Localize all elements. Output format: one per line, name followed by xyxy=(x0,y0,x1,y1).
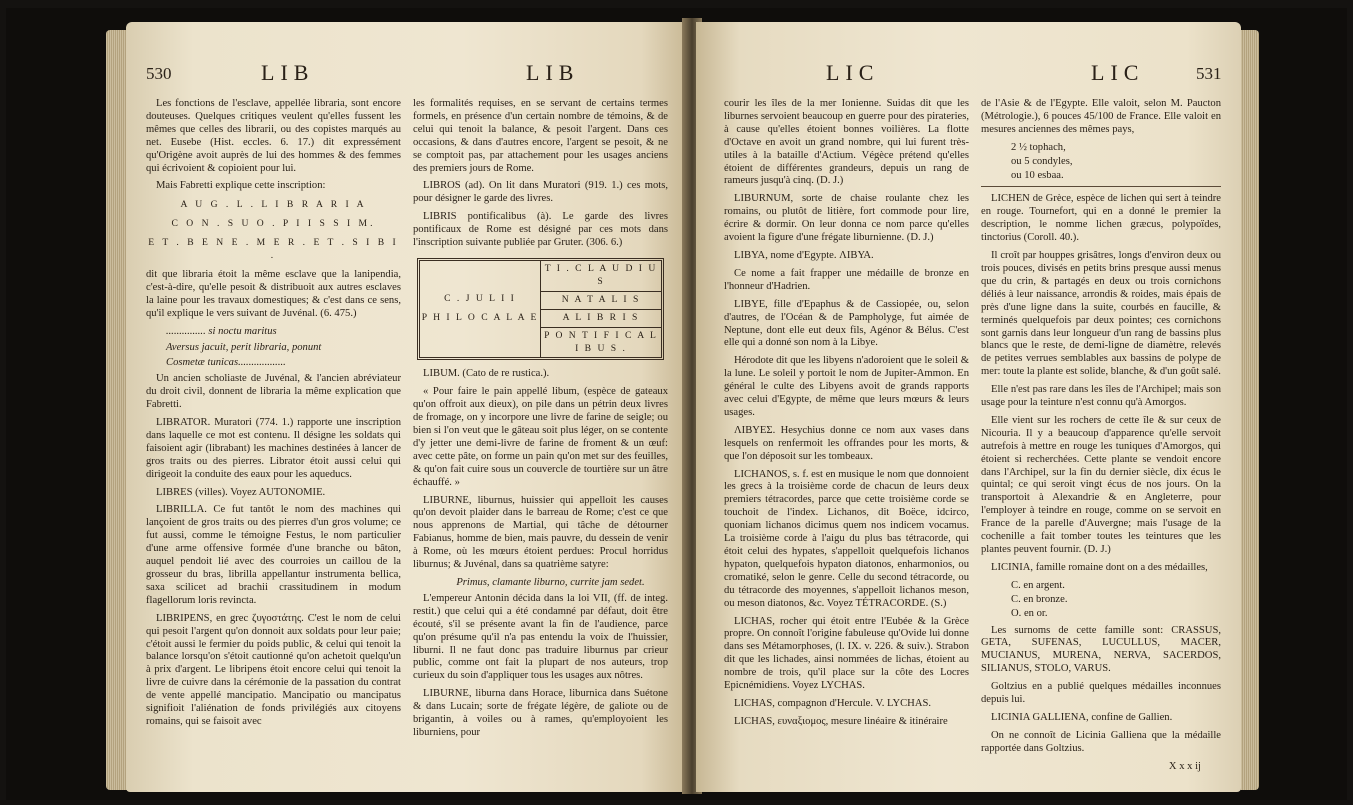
inscription-line: A U G . L . L I B R A R I A xyxy=(180,199,367,211)
verse-line: ............... si noctu maritus xyxy=(166,325,277,337)
paragraph: dit que libraria étoit la même esclave que la lanipendia, c'est-à-dire, qu'elle pesoit & distribuoit aux autres esclaves la laine pour les travaux domestiques; & c'est dans ce sens, qu'il explique le vers suivant de Juvénal. (6. 475.) xyxy=(146,268,401,319)
inscription-right xyxy=(541,261,661,357)
entry-librilla: LIBRILLA. Ce fut tantôt le nom des machines qui lançoient de gros traits ou des pierres d'un gros volume; ce fut aussi, comme le témoigne Festus, le nom particulier d'une arme offensive formée d'une branche ou bâton, auquel pendoit lié avec des courroies un caillou de la grosseur du bras, librilla appellantur instrumenta bellica, saxa scilicet ad brachii crassitudinem in modum flagellorum loris revincta. xyxy=(146,504,401,606)
entry-libyes: ΛΙΒΥΕΣ. Hesychius donne ce nom aux vases dans lesquels on renfermoit les offrandes pour les morts, & que l'on déposoit sur les tombeaux. xyxy=(724,424,969,462)
running-head: LIB xyxy=(261,60,315,85)
paragraph: de l'Asie & de l'Egypte. Elle valoit, selon M. Paucton (Métrologie.), 6 pouces 45/100 de France. Elle valoit en mesures anciennes des mêmes pays, xyxy=(981,98,1221,135)
right-column-2 xyxy=(981,98,1221,788)
inscription-line: T I . C L A U D I U S xyxy=(541,261,661,292)
entry-libripens: LIBRIPENS, en grec ζυγοστάτης. C'est le nom de celui qui pesoit l'argent qu'on donnoit aux soldats pour leur paie; c'étoit aussi le fermier du poids public, & celui qui tenoit la balance lorsqu'on s'étoit cautionné qu'on achetoit quelqu'un à prix d'argent. Le libripens étoit encore celui qui tenoit la livre de cuivre dans la cérémonie de la passation du contrat de vente appellé mancipatio. Mancipatio ou mancipatus signifioit l'aliénation de fonds privilégiés aux citoyens romains, qui se faisoit avec xyxy=(146,612,401,727)
entry-liburne-2: LIBURNE, liburna dans Horace, liburnica dans Suétone & dans Lucain; sorte de frégate légère, de galiote ou de brigantin, à voiles ou à rames, qu'employoient les liburniens, pour xyxy=(413,688,668,738)
medal-list xyxy=(1011,580,1221,621)
paragraph: Goltzius en a publié quelques médailles inconnues depuis lui. xyxy=(981,681,1221,706)
paragraph: Les surnoms de cette famille sont: CRASSUS, GETA, SUFENAS, LUCULLUS, MACER, MUCIANUS, MURENA, NERVA, SACERDOS, SILIANUS, STOLO, VARUS. xyxy=(981,624,1221,675)
paragraph: courir les îles de la mer Ionienne. Suidas dit que les liburnes servoient beaucoup en guerre pour des pirateries, à cause qu'elles étoient bonnes voilières. La flotte d'Octave en avoit un grand nombre, qui lui furent très-utiles à la bataille d'Actium. Végèce prétend qu'elles étoient de différentes grandeurs, depuis un rang de rameurs jusqu'à cinq. (D. J.) xyxy=(724,98,969,187)
entry-lichas: LICHAS, rocher qui étoit entre l'Eubée & la Grèce propre. On connoît l'origine fabuleuse qu'Ovide lui donne dans ses Métamorphoses, (l. IX. v. 226. & suiv.). Strabon dit que les lichades, ainsi nommées de lichas, étoient au nombre de trois, qu'il place sur la côte des Locres Epicnémidiens. Voyez LYCHAS. xyxy=(724,615,969,692)
verse-line: Cosmetæ tunicas.................. xyxy=(166,357,286,369)
inscription-line: A L I B R I S xyxy=(541,310,661,328)
medal-item: C. en argent. xyxy=(1011,579,1065,591)
divider xyxy=(981,186,1221,187)
paragraph: les formalités requises, en se servant de certains termes formels, en présence d'un certain nombre de témoins, & de celui qui tenoit la balance, & pesoit l'argent. Dans ces occasions, & dans d'autres encore, l'argent se pesoit, & ne se comptoit pas, par attachement pour les usages anciens des premiers jours de Rome. xyxy=(413,98,668,174)
medal-item: O. en or. xyxy=(1011,607,1048,619)
running-head: LIC xyxy=(1091,60,1145,85)
entry-liburnum: LIBURNUM, sorte de chaise roulante chez les romains, ou plutôt de litière, fort commode pour lire, écrire & dormir. On leur donna ce nom parce qu'elles avoient la figure d'une frégate liburnienne. (D. J.) xyxy=(724,193,969,244)
paragraph: Les fonctions de l'esclave, appellée libraria, sont encore douteuses. Quelques critiques veulent qu'elles fussent les mêmes que celles des librarii, ou des copistes marqués au net. Eusebe (Hist. eccles. 6. 17.) dit expressément qu'Origène avoit auprès de lui des hommes & des femmes qui écrivoient & copioient pour lui. xyxy=(146,98,401,174)
paragraph: On ne connoît de Licinia Galliena que la médaille rapportée dans Goltzius. xyxy=(981,729,1221,754)
paragraph: « Pour faire le pain appellé libum, (espèce de gateaux qu'on offroit aux dieux), on pile dans un pétrin deux livres de fromage, on y incorpore une livre de farine de seigle; ou bien si l'on veut que le gâteau soit plus léger, on se contente d'y jetter une demi-livre de farine de froment & un œuf: avec cette pâte, on forme un pain qu'on met sur des feuilles, & qu'on fait cuire sous un couvercle de tourtière sur un âtre échauffé. » xyxy=(413,386,668,488)
right-page-edges xyxy=(1239,30,1259,790)
paragraph: Il croît par houppes grisâtres, longs d'environ deux ou trois pouces, divisés en petits brins presque aussi menus que du crin, & partagés en deux ou trois cornichons déliés à leur naissance, arrondis & roides, mais épais de près d'une ligne dans la suite, courbés en faucille, & terminés quelquefois par deux pointes; ces cornichons sont garnis dans leur longueur d'un rang de bassins plus blancs que le reste, de demi-ligne de diamètre, relevés de petites verrues semblables aux bassins de polype de mer: toute la plante est solide, blanche, & d'un goût salé. xyxy=(981,250,1221,378)
inscription-line: E T . B E N E . M E R . E T . S I B I . xyxy=(148,237,399,262)
paragraph: L'empereur Antonin décida dans la loi VII, (ff. de integ. restit.) que celui qui a été condamné par défaut, doit être écouté, s'il se présente avant la fin de l'audience, parce qu'on présume qu'il n'a pas entendu la voix de l'huissier, liburni. Il ne faut donc pas traduire liburnus par crieur public, comme ont fait la plupart de nos auteurs, trop curieux du soin d'appliquer tous les usages aux nôtres. xyxy=(413,592,668,682)
right-column-1 xyxy=(724,98,969,788)
inscription-table xyxy=(417,258,664,360)
entry-lichas-2: LICHAS, compagnon d'Hercule. V. LYCHAS. xyxy=(734,697,932,709)
right-page-header xyxy=(696,60,1241,86)
entry-lichanos: LICHANOS, s. f. est en musique le nom que donnoient les grecs à la troisième corde de chacun de leurs deux premiers tétracordes, parce que cette troisième corde se touchoit de l'index. Lichanos, dit Boëce, idcirco, quoniam lichanos dicimus quem nos indicem vocamus. La troisième corde à l'aigu du plus bas tétracorde, qui étoit celui des hypates, s'appelloit quelquefois lichanos hypaton, quelquefois hypaton diatonos, enharmonios, ou cromatiké, selon le genre. Celle du second tétracorde, ou du tétracorde des moyennes, s'appelloit lichanos meson, ou meson diatonos, &c. Voyez TÉTRACORDE. (S.) xyxy=(724,468,969,609)
entry-libya: LIBYA, nome d'Egypte. ΛΙΒΥΑ. xyxy=(734,249,874,261)
entry-libye: LIBYE, fille d'Epaphus & de Cassiopée, ou, selon d'autres, de l'Océan & de Pampholyge, fut aimée de Neptune, dont elle eut deux fils, Agénor & Bélus. C'est elle qui a donné son nom à la Libye. xyxy=(724,298,969,349)
paragraph: Elle n'est pas rare dans les îles de l'Archipel; mais son usage pour la teinture n'est connu qu'à Amorgos. xyxy=(981,384,1221,409)
entry-licinia: LICINIA, famille romaine dont on a des médailles, xyxy=(991,561,1208,573)
paragraph: Mais Fabretti explique cette inscription: xyxy=(156,180,326,192)
entry-libris: LIBRIS pontificalibus (à). Le garde des livres pontificaux de Rome est désigné par ces mots dans l'inscription suivante publiée par Gruter. (306. 6.) xyxy=(413,211,668,249)
left-column-1 xyxy=(146,98,401,788)
left-column-2 xyxy=(413,98,668,788)
running-head: LIC xyxy=(826,60,880,85)
entry-libum: LIBUM. (Cato de re rustica.). xyxy=(423,368,550,380)
verse-line: Aversus jacuit, perit libraria, ponunt xyxy=(166,341,322,353)
entry-lichen: LICHEN de Grèce, espèce de lichen qui sert à teindre en rouge. Tournefort, qui en a donné le premier la description, le nomme lichen græcus, polypoïdes, tinctorius (Coroll. 40.). xyxy=(981,193,1221,244)
entry-liburne: LIBURNE, liburnus, huissier qui appelloit les causes qu'on devoit plaider dans le barreau de Rome; c'est ce que nous apprenons de Martial, qui tâche de détourner Fabianus, homme de bien, mais pauvre, du dessein de venir à Rome, où les mœurs étoient perdues: Procul horridus liburnus; & Juvénal, dans sa quatrième satyre: xyxy=(413,494,668,571)
verse-line: Primus, clamante liburno, currite jam sedet. xyxy=(456,577,645,588)
measure-item: ou 10 esbaa. xyxy=(1011,169,1064,181)
running-head: LIB xyxy=(526,60,580,85)
signature-mark: X x x ij xyxy=(1168,760,1201,772)
left-page-edges xyxy=(106,30,128,790)
inscription-line: C . J U L I I xyxy=(444,293,516,305)
right-page xyxy=(696,22,1241,792)
page-number: 531 xyxy=(1196,64,1222,83)
page-number: 530 xyxy=(146,64,172,83)
paragraph: Hérodote dit que les libyens n'adoroient que le soleil & la lune. Le soleil y portoit le nom de Jupiter-Ammon. En général le culte des Libyens avoit de grands rapports avec celui d'Egypte, de même que leurs mœurs & leurs usages. xyxy=(724,355,969,418)
entry-licinia-galliena: LICINIA GALLIENA, confine de Gallien. xyxy=(991,711,1173,723)
entry-lichas-3: LICHAS, ευναξιομος, mesure linéaire & itinéraire xyxy=(734,715,948,727)
inscription-line: N A T A L I S xyxy=(541,292,661,310)
measure-list xyxy=(1011,142,1221,183)
entry-libros: LIBROS (ad). On lit dans Muratori (919. 1.) ces mots, pour désigner le garde des livres. xyxy=(413,180,668,205)
measure-item: ou 5 condyles, xyxy=(1011,155,1073,167)
paragraph: Un ancien scholiaste de Juvénal, & l'ancien abréviateur du droit civil, donnent de libraria la même explication que Fabretti. xyxy=(146,373,401,411)
inscription-left xyxy=(420,261,541,357)
left-page xyxy=(126,22,686,792)
left-page-header xyxy=(126,60,686,86)
entry-librator: LIBRATOR. Muratori (774. 1.) rapporte une inscription dans laquelle ce mot est contenu. Il désigne les soldats qui faisoient agir (librabant) les machines destinées à lancer de gros traits ou des pierres. Librator étoit aussi celui qui dirigeoit la conduite des eaux pour les aqueducs. xyxy=(146,417,401,480)
inscription-line: P H I L O C A L A E xyxy=(421,312,539,324)
entry-libres: LIBRES (villes). Voyez AUTONOMIE. xyxy=(156,486,326,498)
inscription-line: P O N T I F I C A L I B U S . xyxy=(544,329,658,354)
open-book xyxy=(6,8,1347,800)
paragraph: Elle vient sur les rochers de cette île & sur ceux de Nicouria. Il y a beaucoup d'apparence qu'elle servoit autrefois à mettre en rouge les tuniques d'Amorgos, qui étoient si recherchées. Cette plante se vendoit encore dans l'Archipel, sur la fin du dernier siècle, dix écus le quintal; ce qui seroit vingt écus de nos jours. On la transportoit à Alexandrie & en Angleterre, pour l'employer à teindre en rouge, comme on se servoit en France de la parelle d'Auvergne; mais l'usage de la cochenille a fait tomber toutes les teintures que les plantes peuvent fournir. (D. J.) xyxy=(981,414,1221,555)
medal-item: C. en bronze. xyxy=(1011,593,1068,605)
paragraph: Ce nome a fait frapper une médaille de bronze en l'honneur d'Hadrien. xyxy=(724,267,969,292)
inscription-line: C O N . S U O . P I I S S I M. xyxy=(171,218,376,230)
measure-item: 2 ½ tophach, xyxy=(1011,141,1066,153)
